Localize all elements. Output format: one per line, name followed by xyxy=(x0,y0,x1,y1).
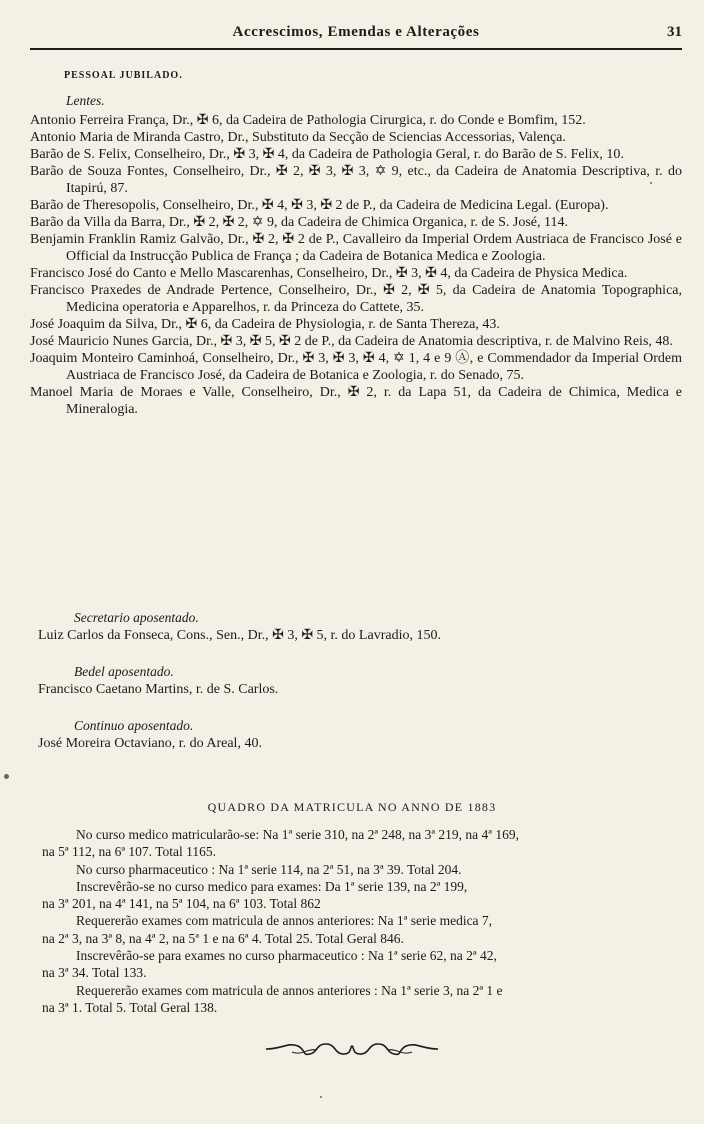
quadro-line: Requererão exames com matricula de annos anteriores : Na 1ª serie 3, na 2ª 1 e xyxy=(76,982,503,998)
quadro-title: QUADRO DA MATRICULA NO ANNO DE 1883 xyxy=(207,800,497,814)
section-label: PESSOAL JUBILADO. xyxy=(64,70,183,81)
quadro-line: na 3ª 34. Total 133. xyxy=(42,965,147,981)
lentes-list xyxy=(30,112,682,418)
list-item: Antonio Ferreira França, Dr., ✠ 6, da Cadeira de Pathologia Cirurgica, r. do Conde e Bomfim, 152. xyxy=(30,113,586,128)
list-item: Barão de S. Felix, Conselheiro, Dr., ✠ 3, ✠ 4, da Cadeira de Pathologia Geral, r. do Barão de S. Felix, 10. xyxy=(30,147,624,162)
quadro-line: Inscrevêrão-se no curso medico para exames: Da 1ª serie 139, na 2ª 199, xyxy=(76,878,468,894)
list-item: Joaquim Monteiro Caminhoá, Conselheiro, Dr., ✠ 3, ✠ 3, ✠ 4, ✡ 1, 4 e 9 Ⓐ, e Commendador da Imperial Ordem Austriaca de Francisco José, da Cadeira de Botanica e Zoologia, r. do Senado, 75. xyxy=(30,351,682,383)
page-header xyxy=(30,22,682,50)
bedel-heading: Bedel aposentado. xyxy=(74,664,174,679)
continuo-entry: José Moreira Octaviano, r. do Areal, 40. xyxy=(38,736,262,751)
print-speck xyxy=(4,774,9,779)
list-item: Antonio Maria de Miranda Castro, Dr., Substituto da Secção de Sciencias Accessorias, Valença. xyxy=(30,130,566,145)
secretario-entry: Luiz Carlos da Fonseca, Cons., Sen., Dr., ✠ 3, ✠ 5, r. do Lavradio, 150. xyxy=(38,628,441,643)
quadro-line: na 2ª 3, na 3ª 8, na 4ª 2, na 5ª 1 e na 6ª 4. Total 25. Total Geral 846. xyxy=(42,930,404,946)
secretario-heading: Secretario aposentado. xyxy=(74,610,199,625)
quadro-line: No curso medico matricularão-se: Na 1ª serie 310, na 2ª 248, na 3ª 219, na 4ª 169, xyxy=(76,827,520,842)
quadro-text xyxy=(42,826,682,1016)
quadro-line: Requererão exames com matricula de annos anteriores: Na 1ª serie medica 7, xyxy=(76,913,493,929)
quadro-line: Inscrevêrão-se para exames no curso pharmaceutico : Na 1ª serie 62, na 2ª 42, xyxy=(76,948,497,964)
list-item: Francisco Praxedes de Andrade Pertence, Conselheiro, Dr., ✠ 2, ✠ 5, da Cadeira de Anatomia Topographica, Medicina operatoria e Apparelhos, r. da Princeza do Cattete, 35. xyxy=(30,283,682,315)
list-item: Manoel Maria de Moraes e Valle, Conselheiro, Dr., ✠ 2, r. da Lapa 51, da Cadeira de Chimica, Medica e Mineralogia. xyxy=(30,385,682,417)
page-number: 31 xyxy=(667,24,682,40)
running-title: Accrescimos, Emendas e Alterações xyxy=(232,24,480,40)
list-item: José Mauricio Nunes Garcia, Dr., ✠ 3, ✠ 5, ✠ 2 de P., da Cadeira de Anatomia descriptiva, r. de Malvino Reis, 48. xyxy=(30,334,673,349)
list-item: Francisco José do Canto e Mello Mascarenhas, Conselheiro, Dr., ✠ 3, ✠ 4, da Cadeira de Physica Medica. xyxy=(30,266,628,281)
ornament-divider xyxy=(262,1034,442,1064)
bedel-entry: Francisco Caetano Martins, r. de S. Carlos. xyxy=(38,682,279,697)
quadro-line: na 3ª 201, na 4ª 141, na 5ª 104, na 6ª 103. Total 862 xyxy=(42,896,321,912)
list-item: José Joaquim da Silva, Dr., ✠ 6, da Cadeira de Physiologia, r. de Santa Thereza, 43. xyxy=(30,317,500,332)
list-item: Barão de Theresopolis, Conselheiro, Dr., ✠ 4, ✠ 3, ✠ 2 de P., da Cadeira de Medicina Legal. (Europa). xyxy=(30,198,609,213)
list-item: Benjamin Franklin Ramiz Galvão, Dr., ✠ 2, ✠ 2 de P., Cavalleiro da Imperial Ordem Austriaca de Francisco José e Official da Instrucção Publica de França ; da Cadeira de Botanica Medica e Zoologia. xyxy=(30,232,682,264)
list-item: Barão de Souza Fontes, Conselheiro, Dr., ✠ 2, ✠ 3, ✠ 3, ✡ 9, etc., da Cadeira de Anatomia Descriptiva, r. do Itapirú, 87. xyxy=(30,164,682,196)
quadro-line: na 5ª 112, na 6ª 107. Total 1165. xyxy=(42,844,216,860)
quadro-line: na 3ª 1. Total 5. Total Geral 138. xyxy=(42,999,218,1015)
list-item: Barão da Villa da Barra, Dr., ✠ 2, ✠ 2, ✡ 9, da Cadeira de Chimica Organica, r. de S. José, 114. xyxy=(30,215,568,230)
quadro-line: No curso pharmaceutico : Na 1ª serie 114, na 2ª 51, na 3ª 39. Total 204. xyxy=(76,861,462,877)
lentes-heading: Lentes. xyxy=(66,93,105,108)
print-speck xyxy=(320,1096,322,1098)
continuo-heading: Continuo aposentado. xyxy=(74,718,194,733)
print-speck xyxy=(650,182,652,184)
